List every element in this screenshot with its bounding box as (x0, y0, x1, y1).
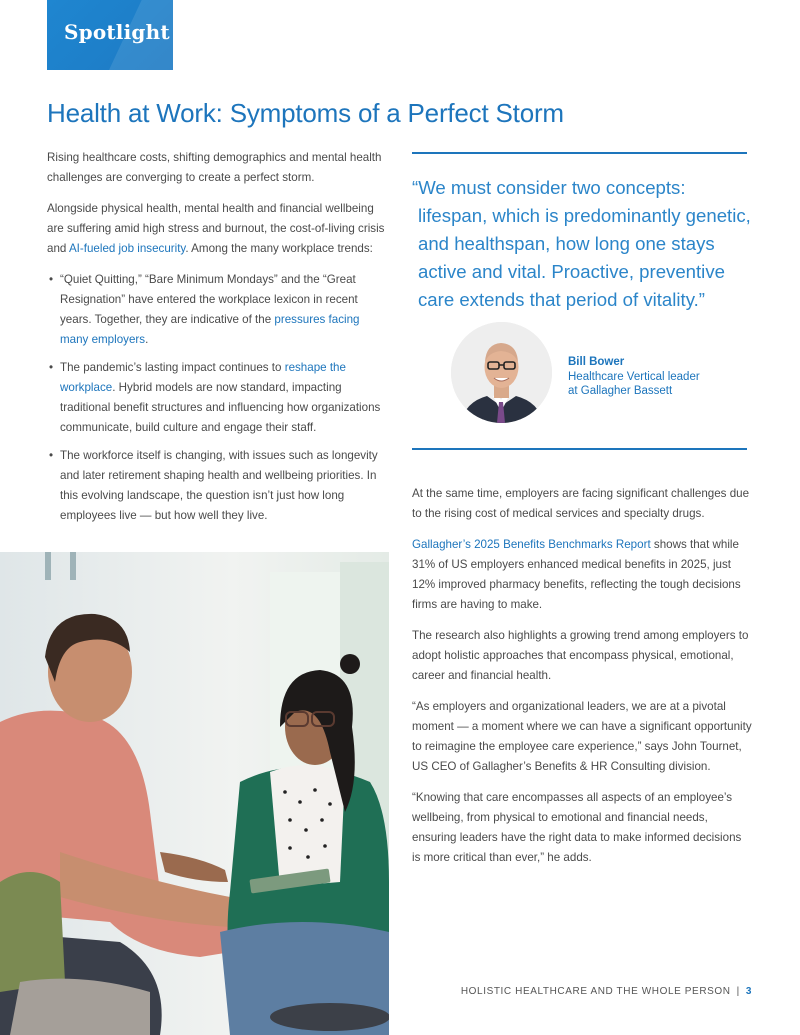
list-item (47, 270, 387, 350)
paragraph (412, 535, 752, 615)
workplace-conversation-photo (0, 552, 389, 1035)
paragraph: At the same time, employers are facing significant challenges due to the rising cost of medical services and specialty drugs. (412, 487, 750, 520)
portrait-illustration (451, 322, 552, 423)
quote-line: and healthspan, how long one stays (418, 233, 715, 254)
list-item: • The workforce itself is changing, with issues such as longevity and later retirement shaping health and wellbeing priorities. In this evolving landscape, the question isn’t just how long employees live — but how well they live. (47, 446, 387, 526)
quote-line: care extends that period of vitality.” (418, 289, 705, 310)
trends-list (47, 270, 387, 526)
section-tab (47, 0, 173, 70)
speaker-portrait (451, 322, 552, 423)
quote-line: “We must consider two concepts: (412, 177, 686, 198)
speaker-role: Healthcare Vertical leader (568, 370, 700, 383)
text-run: . Among the many workplace trends: (185, 242, 373, 255)
text-run: shows that while 31% of US employers enhanced medical benefits in 2025, just 12% improved pharmacy benefits, reflecting the tough decisions firms are having to make. (412, 538, 741, 611)
pressures-facing-employers-link[interactable]: pressures facing many employers (60, 313, 360, 346)
wellbeing-paragraph (47, 199, 387, 259)
section-tab-label: Spotlight (64, 20, 170, 44)
left-column (47, 148, 387, 534)
speaker-name: Bill Bower (568, 356, 625, 368)
page-number: 3 (745, 986, 752, 997)
text-run: . (145, 333, 149, 346)
speaker-company: at Gallagher Bassett (568, 385, 673, 397)
quote-line: active and vital. Proactive, preventive (418, 261, 725, 282)
speaker-credit (568, 355, 700, 399)
paragraph: “As employers and organizational leaders, we are at a pivotal moment — a moment where we can have a significant opportunity to reimagine the employee care experience,” says John Tournet, US CEO of Gallagher’s Benefits & HR Consulting division. (412, 700, 752, 773)
quote-bottom-rule (412, 448, 747, 450)
paragraph: The research also highlights a growing trend among employers to adopt holistic approaches that encompass physical, emotional, career and financial health. (412, 629, 749, 682)
page-title: Health at Work: Symptoms of a Perfect Storm (47, 98, 564, 128)
pull-quote (412, 174, 752, 314)
photo-illustration (0, 552, 389, 1035)
text-run: Alongside physical health, mental health and financial wellbeing are suffering amid high stress and burnout, the cost-of-living crisis and (47, 202, 385, 255)
quote-line: lifespan, which is predominantly genetic, (418, 205, 751, 226)
text-run: The pandemic’s lasting impact continues to (60, 361, 285, 374)
footer-separator: | (736, 986, 740, 997)
paragraph: “Knowing that care encompasses all aspects of an employee’s wellbeing, from physical to emotional and financial needs, ensuring leaders have the right data to make informed decisions is more critical than ever,” he adds. (412, 791, 742, 864)
quote-top-rule (412, 152, 747, 154)
benefits-benchmarks-report-link[interactable]: Gallagher’s 2025 Benefits Benchmarks Report (412, 538, 651, 551)
ai-job-insecurity-link[interactable]: AI-fueled job insecurity (68, 242, 186, 255)
reshape-workplace-link[interactable]: reshape the workplace (60, 361, 346, 394)
text-run: . Hybrid models are now standard, impacting traditional benefit structures and influencing how organizations communicate, build culture and engage their staff. (60, 381, 381, 434)
intro-paragraph: Rising healthcare costs, shifting demographics and mental health challenges are converging to create a perfect storm. (47, 151, 382, 184)
page-footer (461, 986, 752, 997)
text-run: “Quiet Quitting,” “Bare Minimum Mondays” and the “Great Resignation” have entered the workplace lexicon in recent years. Together, they are indicative of the (60, 273, 358, 326)
list-item (47, 358, 387, 438)
footer-text: HOLISTIC HEALTHCARE AND THE WHOLE PERSON (460, 986, 731, 997)
right-column (412, 484, 752, 879)
